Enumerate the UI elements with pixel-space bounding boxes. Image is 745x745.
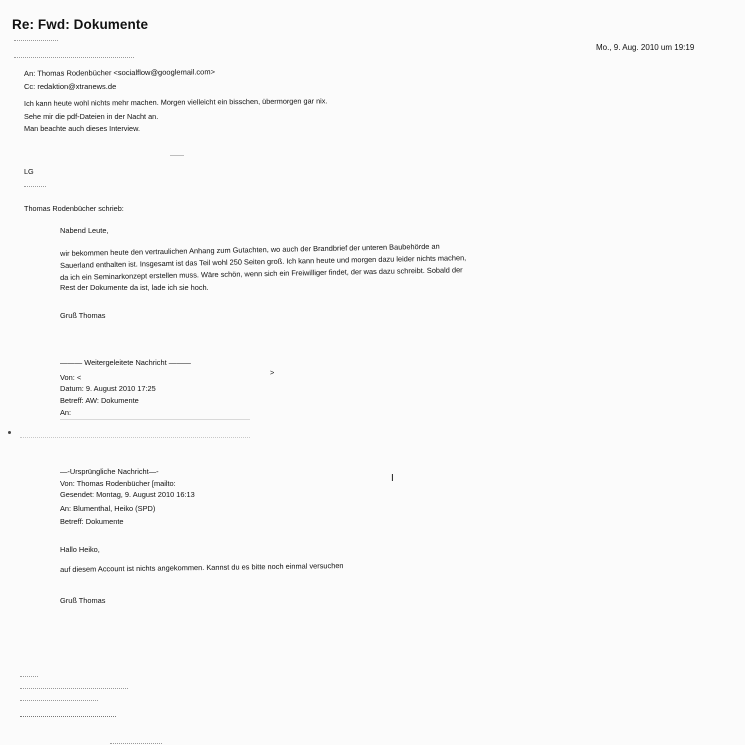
- quoted-paragraph-line: wir bekommen heute den vertraulichen Anhang zum Gutachten, wo auch der Brandbrief der unteren Baubehörde an: [60, 241, 440, 258]
- quoted-greeting: Nabend Leute,: [60, 226, 109, 235]
- body-line: Sehe mir die pdf-Dateien in der Nacht an.: [24, 112, 159, 121]
- redaction-mark: [14, 40, 58, 41]
- forward-header: ——— Weitergeleitete Nachricht ———: [60, 358, 191, 367]
- redaction-mark: [14, 57, 134, 58]
- fwd-from-end: >: [270, 368, 275, 377]
- redaction-mark: [20, 700, 98, 701]
- email-cc: Cc: redaktion@xtranews.de: [24, 82, 117, 91]
- orig-greeting: Hallo Heiko,: [60, 545, 100, 554]
- body-line: Man beachte auch dieses Interview.: [24, 124, 141, 133]
- orig-closing: Gruß Thomas: [60, 596, 106, 605]
- redaction-mark: [20, 688, 128, 689]
- quoted-closing: Gruß Thomas: [60, 311, 106, 320]
- redaction-mark: [20, 437, 250, 438]
- email-to: An: Thomas Rodenbücher <socialflow@googlemail.com>: [24, 67, 215, 78]
- redaction-mark: [24, 186, 46, 187]
- scan-speck: [8, 431, 11, 434]
- redaction-mark: [20, 716, 116, 717]
- orig-from: Von: Thomas Rodenbücher [mailto:: [60, 479, 176, 488]
- quoted-paragraph-line: Sauerland enthalten ist. Insgesamt ist das Teil wohl 250 Seiten groß. Ich kann heute und morgen dazu leider nichts machen,: [60, 253, 467, 270]
- scan-smudge: [60, 419, 250, 420]
- email-date: Mo., 9. Aug. 2010 um 19:19: [596, 43, 695, 52]
- quoted-paragraph-line: Rest der Dokumente da ist, lade ich sie hoch.: [60, 283, 209, 292]
- scan-smudge: [170, 155, 184, 156]
- fwd-subject: Betreff: AW: Dokumente: [60, 396, 139, 405]
- redaction-mark: [20, 676, 38, 677]
- orig-to: An: Blumenthal, Heiko (SPD): [60, 504, 156, 513]
- redaction-mark: [110, 743, 162, 744]
- quoted-paragraph-line: da ich ein Seminarkonzept erstellen muss. Wäre schön, wenn sich ein Freiwilliger findet, der was dazu schreibt. Sobald der: [60, 265, 463, 282]
- orig-sent: Gesendet: Montag, 9. August 2010 16:13: [60, 490, 195, 499]
- body-line: Ich kann heute wohl nichts mehr machen. Morgen vielleicht ein bisschen, übermorgen gar nix.: [24, 96, 328, 108]
- fwd-from: Von: <: [60, 373, 82, 382]
- quote-intro: Thomas Rodenbücher schrieb:: [24, 204, 124, 213]
- original-header: —-Ursprüngliche Nachricht—-: [60, 467, 159, 476]
- email-subject: Re: Fwd: Dokumente: [12, 17, 149, 32]
- fwd-date: Datum: 9. August 2010 17:25: [60, 384, 156, 393]
- orig-subject: Betreff: Dokumente: [60, 517, 124, 526]
- text-cursor-mark: I: [391, 473, 394, 484]
- signature: LG: [24, 167, 34, 176]
- fwd-to: An:: [60, 408, 72, 417]
- orig-body: auf diesem Account ist nichts angekommen. Kannst du es bitte noch einmal versuchen: [60, 561, 344, 574]
